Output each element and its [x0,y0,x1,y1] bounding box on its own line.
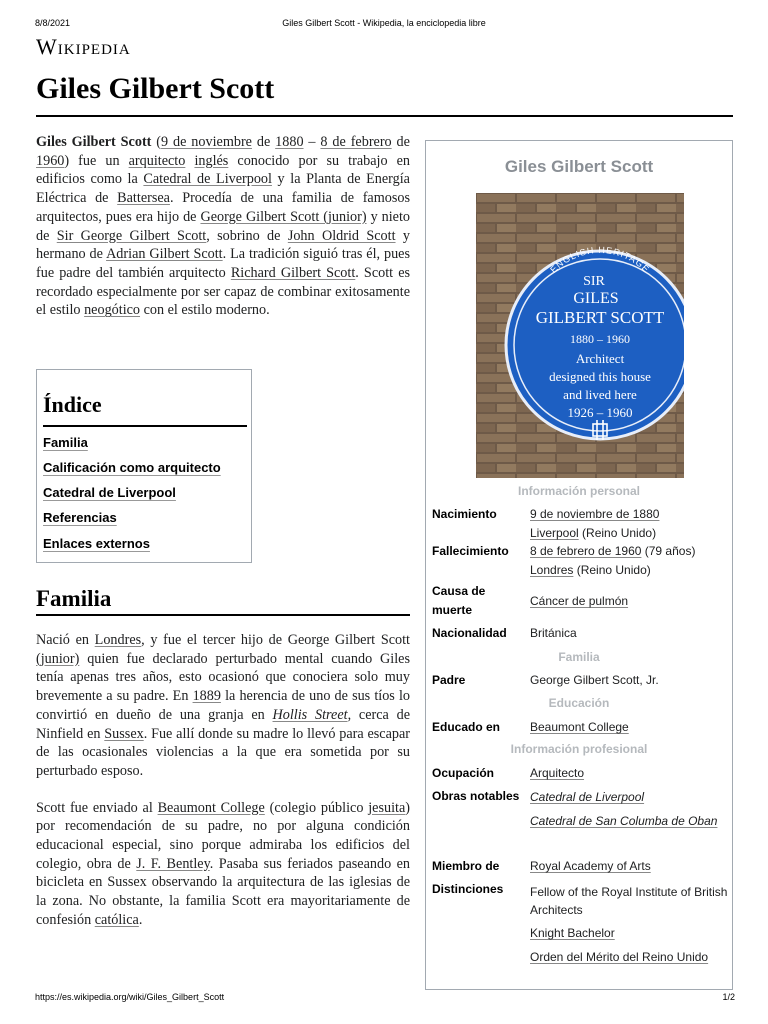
article-link[interactable]: jesuita [368,799,406,816]
cause-of-death-link[interactable]: Cáncer de pulmón [530,594,629,608]
death-country: (Reino Unido) [573,563,651,577]
article-link[interactable]: Sussex [104,725,144,742]
article-link[interactable]: J. F. Bentley [136,855,210,872]
article-link[interactable]: inglés [194,152,229,169]
infobox [425,140,733,990]
plaque-line: 1926 – 1960 [567,405,633,420]
death-place-link[interactable]: Londres [530,563,574,577]
label-member-of: Miembro de [432,859,500,873]
value-nationality: Británica [530,626,577,640]
plaque-line: designed this house [549,369,651,384]
plaque-line: 1880 – 1960 [570,332,630,346]
death-age: (79 años) [641,544,696,558]
article-link[interactable]: 1889 [192,688,221,705]
article-link[interactable]: Londres [94,632,142,648]
article-link[interactable]: Catedral de Liverpool [143,171,272,188]
notable-work-link[interactable]: Catedral de Liverpool [530,790,645,804]
familia-paragraph-1: Nació en Londres, y fue el tercer hijo de George Gilbert Scott (junior) quien fue declarado perturbado mental cuando Giles tenía apenas tres años, esto ocasionó que conociera solo muy brevemente a su padre. En 1889 la herencia de uno de sus tíos lo convirtió en dueño de una granja en Hollis Street, cerca de Ninfield en Sussex. Fue allí donde su madre lo llevó para escapar de las ocasionales violencias a la que era sometida por su perturbado esposo. [36,632,411,779]
toc-item-familia[interactable]: Familia [43,435,88,450]
article-link[interactable]: Sir George Gilbert Scott [56,227,207,244]
article-link[interactable]: 8 de febrero [320,134,392,150]
member-of-link[interactable]: Royal Academy of Arts [530,859,651,873]
wikipedia-wordmark[interactable]: Wikipedia [36,34,131,59]
print-date: 8/8/2021 [35,18,71,28]
label-father: Padre [432,673,466,687]
familia-paragraph-2: Scott fue enviado al Beaumont College (colegio público jesuita) por recomendación de su padre, no por alguna condición educacional especial, sino porque admiraba los edificios del colegio, obra de J. F. Bentley. Pasaba sus feriados paseando en bicicleta en Sussex observando la arquitectura de las iglesias de la zona. No obstante, la familia Scott era mayoritariamente de confesión católica. [36,799,411,928]
label-educated-at: Educado en [432,720,501,734]
value-father: George Gilbert Scott, Jr. [530,673,659,687]
article-link[interactable]: Battersea [117,190,170,207]
article-link[interactable]: George Gilbert Scott (junior) [200,208,367,225]
birth-country: (Reino Unido) [578,526,657,540]
article-link[interactable]: neogótico [84,302,141,319]
value-cause-of-death [530,592,728,611]
bold-text: Giles Gilbert Scott [36,134,152,150]
value-birth [530,505,728,543]
print-url: https://es.wikipedia.org/wiki/Giles_Gilbert_Scott [35,992,225,1002]
print-page-number: 1/2 [722,992,735,1002]
intro-paragraph: Giles Gilbert Scott (9 de noviembre de 1880 – 8 de febrero de 1960) fue un arquitecto inglés conocido por su trabajo en edificios como la Catedral de Liverpool y la Planta de Energía Eléctrica de Battersea. Procedía de una familia de famosos arquitectos, pues era hijo de George Gilbert Scott (junior) y nieto de Sir George Gilbert Scott, sobrino de John Oldrid Scott y hermano de Adrian Gilbert Scott. La tradición siguió tras él, pues fue padre del también arquitecto Richard Gilbert Scott. Scott es recordado especialmente por ser capaz de combinar exitosamente el estilo neogótico con el estilo moderno. [36,134,411,319]
article-link[interactable]: Richard Gilbert Scott [230,264,356,281]
label-honours: Distinciones [432,882,504,896]
birth-place-link[interactable]: Liverpool [530,526,579,540]
page-title: Giles Gilbert Scott [36,72,275,105]
toc-item-enlaces[interactable]: Enlaces externos [43,536,150,551]
table-of-contents [36,369,252,563]
honour-item: Fellow of the Royal Institute of British Architects [530,885,728,917]
label-nationality: Nacionalidad [432,626,507,640]
article-link[interactable]: (junior) [36,650,80,667]
label-death: Fallecimiento [432,544,509,558]
print-footer [0,992,768,1006]
familia-section [36,631,410,930]
infobox-section-professional: Información profesional [510,742,648,756]
infobox-title: Giles Gilbert Scott [504,157,654,176]
plaque-line: Architect [575,351,625,366]
article-link[interactable]: Hollis Street [272,706,348,723]
label-birth: Nacimiento [432,507,497,521]
toc-item-referencias[interactable]: Referencias [43,510,117,525]
occupation-link[interactable]: Arquitecto [530,766,585,780]
honour-link[interactable]: Orden del Mérito del Reino Unido [530,950,709,964]
plaque-line: and lived here [563,387,637,402]
section-heading-familia: Familia [36,586,112,611]
article-link[interactable]: Adrian Gilbert Scott [106,246,223,263]
value-occupation [530,764,728,783]
label-notable-works: Obras notables [432,789,520,803]
toc-item-calificacion[interactable]: Calificación como arquitecto [43,460,221,475]
intro-section [36,133,410,320]
infobox-section-personal: Información personal [517,484,641,498]
birth-date-link[interactable]: 9 de noviembre de 1880 [530,507,660,521]
value-honours [530,883,728,966]
print-document-title: Giles Gilbert Scott - Wikipedia, la enciclopedia libre [282,18,486,28]
toc-divider [43,425,247,427]
value-death [530,542,728,580]
blue-plaque-image[interactable] [476,193,684,478]
article-link[interactable]: católica [94,911,139,928]
plaque-line: GILES [573,290,619,307]
label-cause-of-death: Causa de muerte [432,584,486,617]
article-link[interactable]: John Oldrid Scott [287,227,396,244]
value-member-of [530,857,728,876]
value-educated-at [530,718,728,737]
infobox-section-family: Familia [558,650,600,664]
toc-title: Índice [43,392,102,417]
death-date-link[interactable]: 8 de febrero de 1960 [530,544,642,558]
notable-work-link[interactable]: Catedral de San Columba de Oban [530,814,718,828]
print-header [0,18,768,32]
article-link[interactable]: arquitecto [128,152,186,169]
article-link[interactable]: 1960 [36,152,65,169]
label-occupation: Ocupación [432,766,495,780]
plaque-ring-text: ENGLISH HERITAGE [548,244,652,275]
article-link[interactable]: Beaumont College [157,799,265,816]
honour-link[interactable]: Knight Bachelor [530,926,615,940]
article-link[interactable]: 1880 [275,134,304,150]
value-notable-works [530,788,728,831]
toc-item-catedral[interactable]: Catedral de Liverpool [43,485,176,500]
plaque-line: GILBERT SCOTT [535,308,665,327]
article-link[interactable]: 9 de noviembre [161,134,252,150]
educated-at-link[interactable]: Beaumont College [530,720,629,734]
plaque-line: SIR [583,274,605,289]
title-divider [36,115,733,117]
section-divider [36,614,410,616]
infobox-section-education: Educación [548,696,610,710]
